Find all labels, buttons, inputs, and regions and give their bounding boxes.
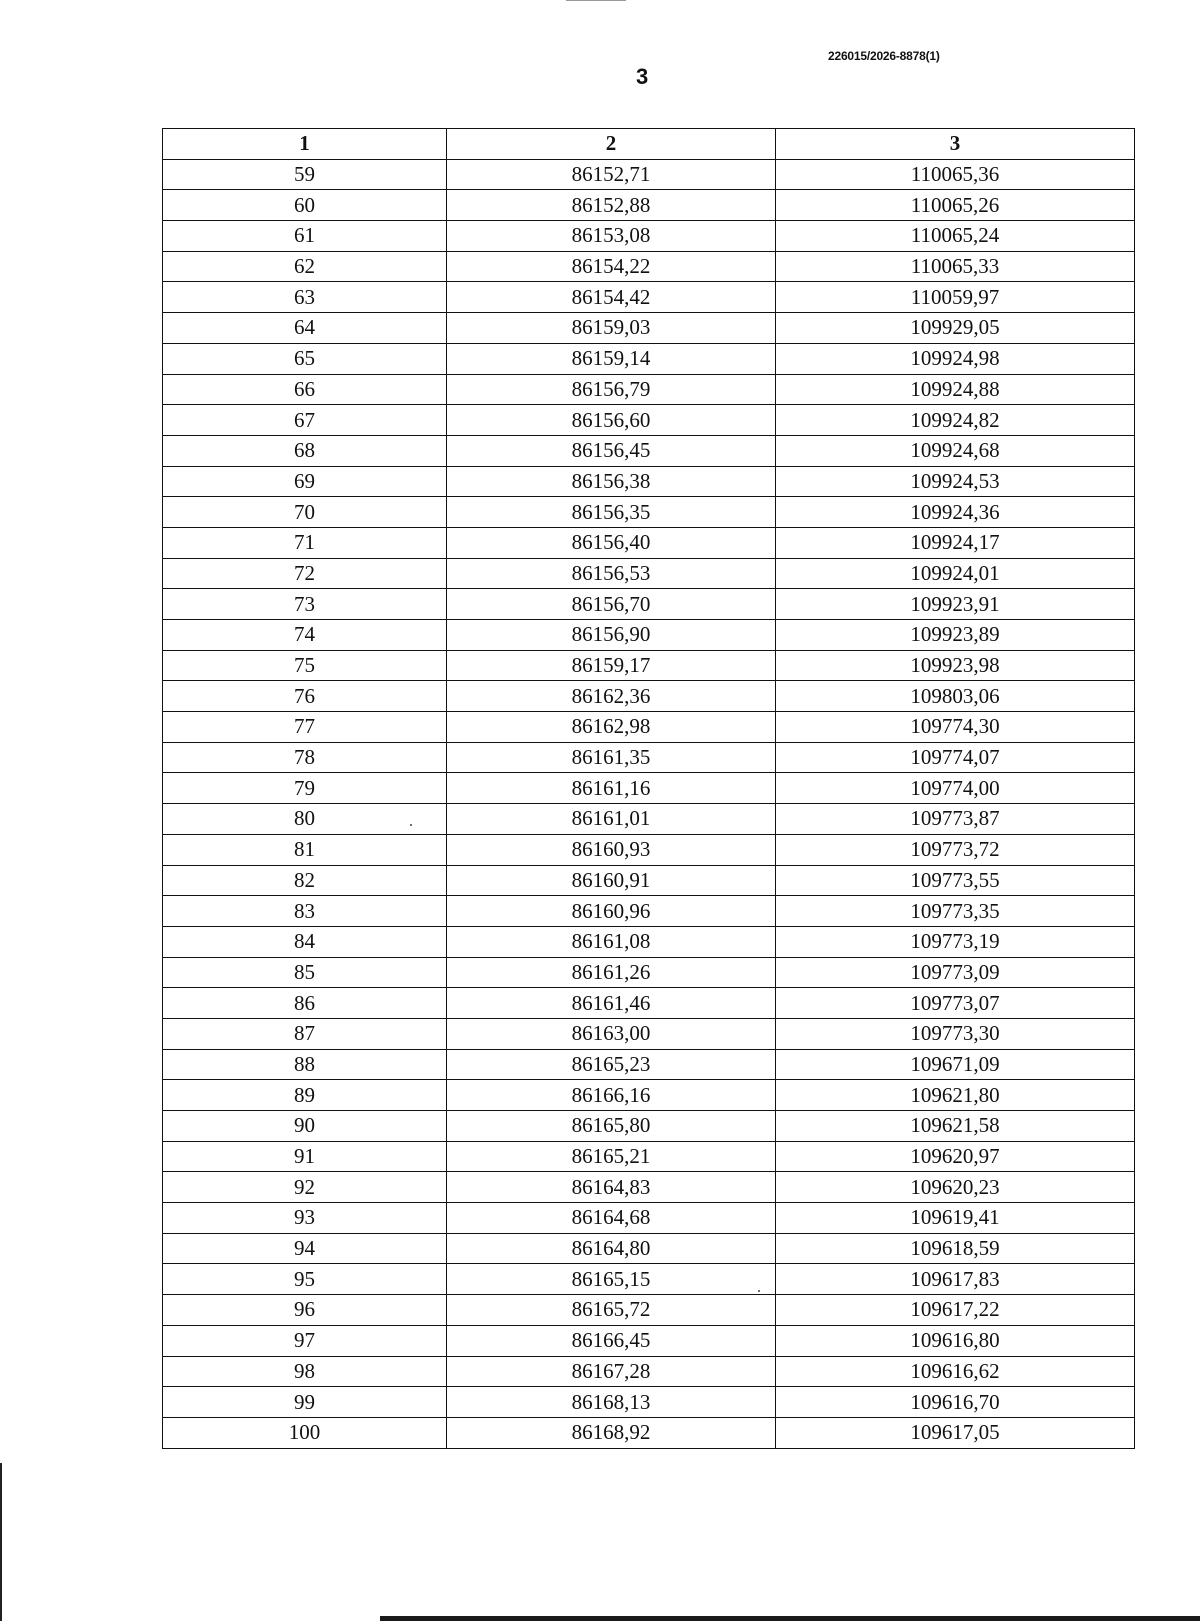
table-row [163,804,1135,835]
table-cell-col-1: 98 [163,1356,447,1387]
table-row [163,1356,1135,1387]
table-cell-col-2: 86160,96 [447,896,776,927]
table-cell-col-1: 83 [163,896,447,927]
table-row [163,1233,1135,1264]
table-cell-col-3: 109924,53 [776,466,1135,497]
table-cell-col-2: 86161,46 [447,988,776,1019]
table-cell-col-1: 93 [163,1203,447,1234]
table-cell-col-1: 85 [163,957,447,988]
table-cell-col-3: 109621,80 [776,1080,1135,1111]
table-cell-col-1: 100 [163,1417,447,1448]
table-row [163,1018,1135,1049]
table-cell-col-1: 76 [163,681,447,712]
table-cell-col-1: 80 [163,804,447,835]
table-cell-col-1: 71 [163,527,447,558]
table-cell-col-2: 86156,70 [447,589,776,620]
table-cell-col-2: 86165,72 [447,1295,776,1326]
table-cell-col-3: 110065,26 [776,190,1135,221]
table-cell-col-1: 84 [163,926,447,957]
table-cell-col-3: 110059,97 [776,282,1135,313]
table-cell-col-3: 109773,09 [776,957,1135,988]
table-cell-col-1: 91 [163,1141,447,1172]
table-row [163,1387,1135,1418]
table-cell-col-2: 86165,15 [447,1264,776,1295]
table-cell-col-1: 97 [163,1325,447,1356]
table-cell-col-2: 86159,17 [447,650,776,681]
table-cell-col-3: 109924,17 [776,527,1135,558]
table-cell-col-3: 109774,07 [776,742,1135,773]
table-row [163,988,1135,1019]
table-cell-col-2: 86161,16 [447,773,776,804]
table-row [163,1417,1135,1448]
table-cell-col-1: 96 [163,1295,447,1326]
table-cell-col-1: 92 [163,1172,447,1203]
table-cell-col-2: 86167,28 [447,1356,776,1387]
table-cell-col-1: 89 [163,1080,447,1111]
table-row [163,834,1135,865]
table-cell-col-1: 75 [163,650,447,681]
table-cell-col-3: 109773,87 [776,804,1135,835]
table-cell-col-3: 110065,36 [776,159,1135,190]
table-cell-col-1: 99 [163,1387,447,1418]
table-cell-col-1: 59 [163,159,447,190]
table-cell-col-2: 86165,23 [447,1049,776,1080]
table-cell-col-2: 86165,21 [447,1141,776,1172]
table-cell-col-2: 86159,03 [447,313,776,344]
table-cell-col-1: 64 [163,313,447,344]
table-row [163,313,1135,344]
table-cell-col-2: 86156,35 [447,497,776,528]
table-cell-col-1: 63 [163,282,447,313]
table-row [163,865,1135,896]
table-row [163,435,1135,466]
table-row [163,1295,1135,1326]
table-cell-col-2: 86164,68 [447,1203,776,1234]
table-header-row [163,129,1135,160]
table-cell-col-3: 109773,07 [776,988,1135,1019]
table-row [163,712,1135,743]
table-cell-col-1: 67 [163,405,447,436]
table-cell-col-1: 88 [163,1049,447,1080]
table-row [163,1111,1135,1142]
table-cell-col-2: 86152,88 [447,190,776,221]
table-cell-col-3: 109774,30 [776,712,1135,743]
table-cell-col-2: 86166,16 [447,1080,776,1111]
table-cell-col-3: 109616,70 [776,1387,1135,1418]
table-row [163,251,1135,282]
table-cell-col-1: 61 [163,221,447,252]
table-cell-col-3: 109924,98 [776,343,1135,374]
table-body [163,159,1135,1448]
scan-edge-left [0,1463,2,1621]
table-cell-col-2: 86154,42 [447,282,776,313]
table-cell-col-1: 81 [163,834,447,865]
table-cell-col-3: 109620,23 [776,1172,1135,1203]
table-cell-col-2: 86162,98 [447,712,776,743]
table-cell-col-3: 109773,30 [776,1018,1135,1049]
table-row [163,742,1135,773]
table-cell-col-2: 86161,35 [447,742,776,773]
table-cell-col-2: 86163,00 [447,1018,776,1049]
table-row [163,1325,1135,1356]
table-cell-col-3: 109924,82 [776,405,1135,436]
table-cell-col-3: 109924,01 [776,558,1135,589]
table-cell-col-2: 86152,71 [447,159,776,190]
table-cell-col-2: 86162,36 [447,681,776,712]
table-cell-col-1: 73 [163,589,447,620]
table-cell-col-2: 86159,14 [447,343,776,374]
table-cell-col-3: 109924,36 [776,497,1135,528]
table-row [163,1080,1135,1111]
table-cell-col-2: 86161,01 [447,804,776,835]
table-row [163,650,1135,681]
table-cell-col-3: 109671,09 [776,1049,1135,1080]
column-header-2: 2 [447,129,776,160]
table-cell-col-3: 109774,00 [776,773,1135,804]
table-row [163,1264,1135,1295]
table-cell-col-2: 86156,79 [447,374,776,405]
table-cell-col-2: 86165,80 [447,1111,776,1142]
table-cell-col-1: 95 [163,1264,447,1295]
table-cell-col-1: 66 [163,374,447,405]
table-cell-col-3: 109773,55 [776,865,1135,896]
table-cell-col-3: 109616,80 [776,1325,1135,1356]
table-row [163,221,1135,252]
table-cell-col-3: 109923,98 [776,650,1135,681]
table-row [163,589,1135,620]
table-cell-col-2: 86160,93 [447,834,776,865]
table-row [163,527,1135,558]
table-cell-col-3: 109621,58 [776,1111,1135,1142]
table-cell-col-1: 77 [163,712,447,743]
table-cell-col-1: 69 [163,466,447,497]
table-cell-col-1: 72 [163,558,447,589]
table-cell-col-2: 86156,60 [447,405,776,436]
table-cell-col-3: 109618,59 [776,1233,1135,1264]
document-code: 226015/2026-8878(1) [828,49,940,63]
table-cell-col-1: 87 [163,1018,447,1049]
table-cell-col-2: 86156,38 [447,466,776,497]
table-row [163,374,1135,405]
table-cell-col-3: 109619,41 [776,1203,1135,1234]
table-cell-col-3: 109803,06 [776,681,1135,712]
table-cell-col-3: 109617,83 [776,1264,1135,1295]
table-row [163,1049,1135,1080]
table-row [163,558,1135,589]
table-cell-col-3: 109924,88 [776,374,1135,405]
column-header-1: 1 [163,129,447,160]
table-row [163,926,1135,957]
table-cell-col-2: 86161,08 [447,926,776,957]
table-cell-col-1: 74 [163,620,447,651]
table-row [163,773,1135,804]
table-cell-col-2: 86168,92 [447,1417,776,1448]
page-number: 3 [636,64,649,89]
table-cell-col-3: 109617,05 [776,1417,1135,1448]
scan-speck [758,1290,760,1292]
table-row [163,957,1135,988]
table-cell-col-1: 65 [163,343,447,374]
table-row [163,159,1135,190]
column-header-3: 3 [776,129,1135,160]
table-cell-col-3: 109773,72 [776,834,1135,865]
table-cell-col-1: 62 [163,251,447,282]
table-cell-col-2: 86160,91 [447,865,776,896]
table-cell-col-1: 86 [163,988,447,1019]
scan-mark-top [566,0,626,4]
table-cell-col-3: 109620,97 [776,1141,1135,1172]
scan-edge-bottom [380,1616,1200,1621]
table-cell-col-3: 110065,33 [776,251,1135,282]
table-cell-col-3: 109923,91 [776,589,1135,620]
table-cell-col-2: 86164,80 [447,1233,776,1264]
table-cell-col-2: 86164,83 [447,1172,776,1203]
table-cell-col-1: 78 [163,742,447,773]
table-row [163,405,1135,436]
table-cell-col-2: 86166,45 [447,1325,776,1356]
table-row [163,1172,1135,1203]
table-row [163,466,1135,497]
scan-speck [410,824,412,826]
table-row [163,282,1135,313]
table-cell-col-1: 79 [163,773,447,804]
table-cell-col-3: 109923,89 [776,620,1135,651]
table-cell-col-2: 86153,08 [447,221,776,252]
table-cell-col-2: 86156,53 [447,558,776,589]
table-cell-col-3: 110065,24 [776,221,1135,252]
table-cell-col-2: 86154,22 [447,251,776,282]
table-row [163,497,1135,528]
table-cell-col-1: 90 [163,1111,447,1142]
table-cell-col-3: 109616,62 [776,1356,1135,1387]
table-cell-col-3: 109773,19 [776,926,1135,957]
table-row [163,681,1135,712]
table-cell-col-1: 68 [163,435,447,466]
table-cell-col-2: 86156,45 [447,435,776,466]
table-row [163,620,1135,651]
table-cell-col-1: 82 [163,865,447,896]
coordinates-table [162,128,1135,1449]
table-cell-col-3: 109924,68 [776,435,1135,466]
table-cell-col-1: 60 [163,190,447,221]
table-cell-col-2: 86161,26 [447,957,776,988]
table-row [163,896,1135,927]
table-row [163,1203,1135,1234]
table-row [163,190,1135,221]
table-cell-col-3: 109773,35 [776,896,1135,927]
table-cell-col-3: 109929,05 [776,313,1135,344]
table-cell-col-2: 86156,90 [447,620,776,651]
table-cell-col-2: 86156,40 [447,527,776,558]
table-row [163,343,1135,374]
table-cell-col-1: 94 [163,1233,447,1264]
table-row [163,1141,1135,1172]
table-cell-col-2: 86168,13 [447,1387,776,1418]
table-cell-col-3: 109617,22 [776,1295,1135,1326]
table-cell-col-1: 70 [163,497,447,528]
